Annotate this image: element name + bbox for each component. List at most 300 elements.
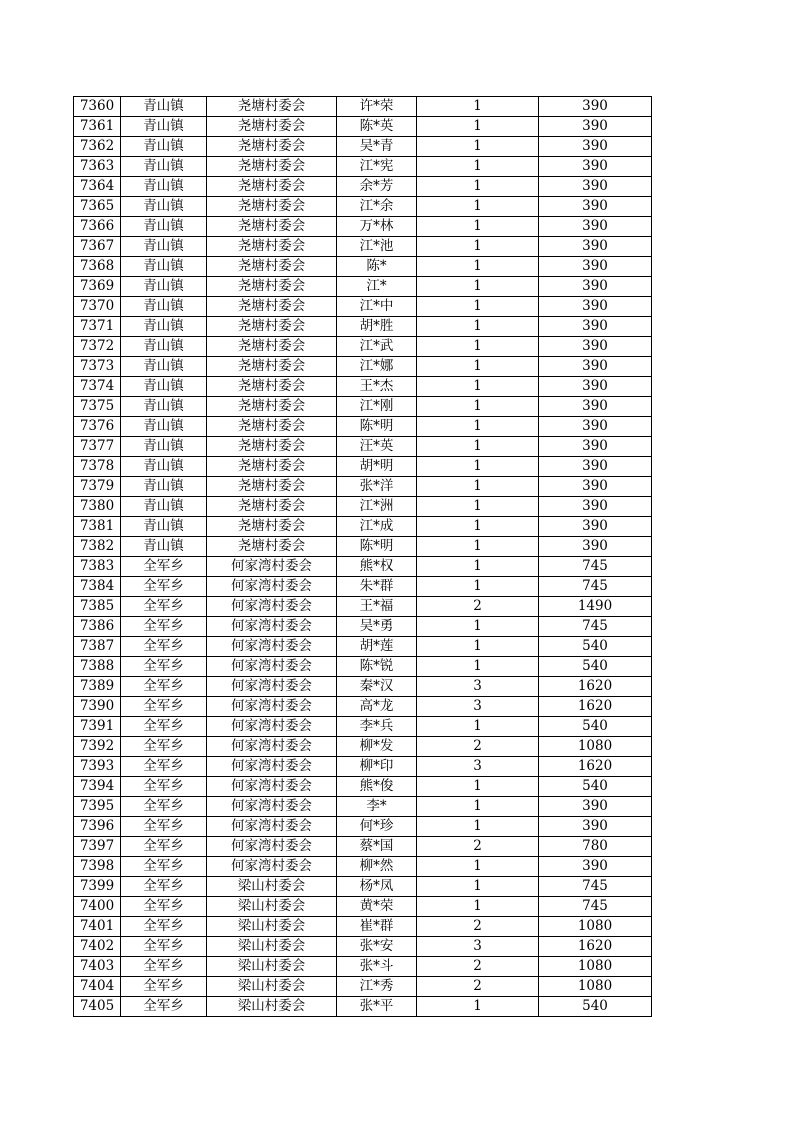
count-cell: 1 <box>417 557 539 577</box>
row-number-cell: 7380 <box>74 497 121 517</box>
name-cell: 江*洲 <box>337 497 417 517</box>
town-cell: 全军乡 <box>121 657 207 677</box>
town-cell: 青山镇 <box>121 357 207 377</box>
count-cell: 1 <box>417 277 539 297</box>
amount-cell: 745 <box>539 577 652 597</box>
town-cell: 全军乡 <box>121 677 207 697</box>
count-cell: 1 <box>417 317 539 337</box>
amount-cell: 390 <box>539 317 652 337</box>
amount-cell: 390 <box>539 277 652 297</box>
amount-cell: 390 <box>539 177 652 197</box>
name-cell: 张*洋 <box>337 477 417 497</box>
row-number-cell: 7371 <box>74 317 121 337</box>
town-cell: 全军乡 <box>121 737 207 757</box>
table-row <box>74 237 652 257</box>
amount-cell: 390 <box>539 417 652 437</box>
village-cell: 尧塘村委会 <box>207 297 337 317</box>
amount-cell: 1620 <box>539 937 652 957</box>
town-cell: 青山镇 <box>121 277 207 297</box>
row-number-cell: 7389 <box>74 677 121 697</box>
count-cell: 1 <box>417 377 539 397</box>
village-cell: 尧塘村委会 <box>207 277 337 297</box>
table-row <box>74 537 652 557</box>
town-cell: 全军乡 <box>121 957 207 977</box>
village-cell: 梁山村委会 <box>207 917 337 937</box>
amount-cell: 540 <box>539 997 652 1017</box>
count-cell: 1 <box>417 517 539 537</box>
name-cell: 崔*群 <box>337 917 417 937</box>
name-cell: 江*中 <box>337 297 417 317</box>
row-number-cell: 7362 <box>74 137 121 157</box>
amount-cell: 390 <box>539 457 652 477</box>
amount-cell: 390 <box>539 197 652 217</box>
town-cell: 全军乡 <box>121 577 207 597</box>
table-body <box>74 97 652 1017</box>
town-cell: 全军乡 <box>121 937 207 957</box>
town-cell: 全军乡 <box>121 917 207 937</box>
village-cell: 何家湾村委会 <box>207 697 337 717</box>
amount-cell: 390 <box>539 497 652 517</box>
row-number-cell: 7360 <box>74 97 121 117</box>
name-cell: 万*林 <box>337 217 417 237</box>
village-cell: 何家湾村委会 <box>207 797 337 817</box>
amount-cell: 745 <box>539 617 652 637</box>
village-cell: 梁山村委会 <box>207 977 337 997</box>
row-number-cell: 7394 <box>74 777 121 797</box>
count-cell: 1 <box>417 157 539 177</box>
table-row <box>74 677 652 697</box>
row-number-cell: 7364 <box>74 177 121 197</box>
village-cell: 何家湾村委会 <box>207 837 337 857</box>
table-row <box>74 257 652 277</box>
row-number-cell: 7376 <box>74 417 121 437</box>
count-cell: 2 <box>417 917 539 937</box>
town-cell: 青山镇 <box>121 417 207 437</box>
name-cell: 陈*明 <box>337 417 417 437</box>
amount-cell: 390 <box>539 117 652 137</box>
name-cell: 杨*凤 <box>337 877 417 897</box>
name-cell: 张*斗 <box>337 957 417 977</box>
table-row <box>74 337 652 357</box>
town-cell: 青山镇 <box>121 137 207 157</box>
table-row <box>74 697 652 717</box>
name-cell: 柳*印 <box>337 757 417 777</box>
village-cell: 何家湾村委会 <box>207 657 337 677</box>
amount-cell: 390 <box>539 357 652 377</box>
amount-cell: 390 <box>539 237 652 257</box>
village-cell: 尧塘村委会 <box>207 217 337 237</box>
name-cell: 江*武 <box>337 337 417 357</box>
row-number-cell: 7405 <box>74 997 121 1017</box>
village-cell: 尧塘村委会 <box>207 337 337 357</box>
count-cell: 1 <box>417 797 539 817</box>
amount-cell: 1490 <box>539 597 652 617</box>
row-number-cell: 7396 <box>74 817 121 837</box>
amount-cell: 1620 <box>539 677 652 697</box>
count-cell: 1 <box>417 897 539 917</box>
table-row <box>74 777 652 797</box>
village-cell: 何家湾村委会 <box>207 717 337 737</box>
table-row <box>74 417 652 437</box>
count-cell: 1 <box>417 97 539 117</box>
name-cell: 江*成 <box>337 517 417 537</box>
town-cell: 青山镇 <box>121 257 207 277</box>
amount-cell: 390 <box>539 477 652 497</box>
town-cell: 全军乡 <box>121 997 207 1017</box>
row-number-cell: 7374 <box>74 377 121 397</box>
village-cell: 何家湾村委会 <box>207 857 337 877</box>
town-cell: 全军乡 <box>121 637 207 657</box>
table-row <box>74 817 652 837</box>
town-cell: 全军乡 <box>121 897 207 917</box>
row-number-cell: 7375 <box>74 397 121 417</box>
amount-cell: 1080 <box>539 957 652 977</box>
amount-cell: 1620 <box>539 757 652 777</box>
count-cell: 1 <box>417 497 539 517</box>
count-cell: 2 <box>417 597 539 617</box>
name-cell: 汪*英 <box>337 437 417 457</box>
row-number-cell: 7372 <box>74 337 121 357</box>
name-cell: 王*杰 <box>337 377 417 397</box>
town-cell: 全军乡 <box>121 977 207 997</box>
name-cell: 黄*荣 <box>337 897 417 917</box>
row-number-cell: 7382 <box>74 537 121 557</box>
name-cell: 吴*勇 <box>337 617 417 637</box>
name-cell: 李* <box>337 797 417 817</box>
table-row <box>74 637 652 657</box>
count-cell: 1 <box>417 457 539 477</box>
name-cell: 秦*汉 <box>337 677 417 697</box>
town-cell: 全军乡 <box>121 837 207 857</box>
village-cell: 何家湾村委会 <box>207 637 337 657</box>
count-cell: 1 <box>417 357 539 377</box>
village-cell: 何家湾村委会 <box>207 597 337 617</box>
amount-cell: 390 <box>539 257 652 277</box>
town-cell: 青山镇 <box>121 377 207 397</box>
amount-cell: 390 <box>539 137 652 157</box>
village-cell: 何家湾村委会 <box>207 557 337 577</box>
count-cell: 1 <box>417 657 539 677</box>
row-number-cell: 7379 <box>74 477 121 497</box>
town-cell: 青山镇 <box>121 437 207 457</box>
name-cell: 李*兵 <box>337 717 417 737</box>
name-cell: 许*荣 <box>337 97 417 117</box>
name-cell: 柳*然 <box>337 857 417 877</box>
town-cell: 全军乡 <box>121 597 207 617</box>
count-cell: 3 <box>417 677 539 697</box>
name-cell: 江*刚 <box>337 397 417 417</box>
row-number-cell: 7401 <box>74 917 121 937</box>
name-cell: 陈* <box>337 257 417 277</box>
row-number-cell: 7390 <box>74 697 121 717</box>
row-number-cell: 7387 <box>74 637 121 657</box>
table-row <box>74 877 652 897</box>
name-cell: 王*福 <box>337 597 417 617</box>
town-cell: 全军乡 <box>121 777 207 797</box>
amount-cell: 745 <box>539 877 652 897</box>
table-row <box>74 357 652 377</box>
amount-cell: 390 <box>539 297 652 317</box>
name-cell: 江*宪 <box>337 157 417 177</box>
table-row <box>74 477 652 497</box>
table-row <box>74 657 652 677</box>
amount-cell: 390 <box>539 817 652 837</box>
count-cell: 1 <box>417 417 539 437</box>
town-cell: 青山镇 <box>121 177 207 197</box>
table-row <box>74 557 652 577</box>
count-cell: 1 <box>417 537 539 557</box>
amount-cell: 1080 <box>539 917 652 937</box>
town-cell: 全军乡 <box>121 877 207 897</box>
village-cell: 尧塘村委会 <box>207 117 337 137</box>
name-cell: 熊*俊 <box>337 777 417 797</box>
amount-cell: 780 <box>539 837 652 857</box>
row-number-cell: 7391 <box>74 717 121 737</box>
row-number-cell: 7377 <box>74 437 121 457</box>
amount-cell: 745 <box>539 897 652 917</box>
amount-cell: 390 <box>539 397 652 417</box>
row-number-cell: 7367 <box>74 237 121 257</box>
row-number-cell: 7388 <box>74 657 121 677</box>
row-number-cell: 7393 <box>74 757 121 777</box>
row-number-cell: 7392 <box>74 737 121 757</box>
row-number-cell: 7368 <box>74 257 121 277</box>
town-cell: 青山镇 <box>121 337 207 357</box>
village-cell: 尧塘村委会 <box>207 177 337 197</box>
village-cell: 尧塘村委会 <box>207 377 337 397</box>
count-cell: 1 <box>417 477 539 497</box>
village-cell: 梁山村委会 <box>207 997 337 1017</box>
village-cell: 尧塘村委会 <box>207 477 337 497</box>
amount-cell: 390 <box>539 217 652 237</box>
row-number-cell: 7398 <box>74 857 121 877</box>
town-cell: 青山镇 <box>121 397 207 417</box>
amount-cell: 540 <box>539 637 652 657</box>
amount-cell: 390 <box>539 337 652 357</box>
row-number-cell: 7404 <box>74 977 121 997</box>
village-cell: 尧塘村委会 <box>207 157 337 177</box>
name-cell: 胡*明 <box>337 457 417 477</box>
count-cell: 1 <box>417 997 539 1017</box>
table-row <box>74 277 652 297</box>
count-cell: 3 <box>417 697 539 717</box>
table-row <box>74 757 652 777</box>
village-cell: 何家湾村委会 <box>207 737 337 757</box>
count-cell: 1 <box>417 577 539 597</box>
table-row <box>74 297 652 317</box>
village-cell: 何家湾村委会 <box>207 617 337 637</box>
name-cell: 胡*胜 <box>337 317 417 337</box>
village-cell: 尧塘村委会 <box>207 197 337 217</box>
table-row <box>74 857 652 877</box>
table-row <box>74 317 652 337</box>
count-cell: 1 <box>417 817 539 837</box>
table-row <box>74 597 652 617</box>
town-cell: 青山镇 <box>121 237 207 257</box>
village-cell: 何家湾村委会 <box>207 817 337 837</box>
row-number-cell: 7361 <box>74 117 121 137</box>
village-cell: 尧塘村委会 <box>207 137 337 157</box>
count-cell: 2 <box>417 837 539 857</box>
row-number-cell: 7385 <box>74 597 121 617</box>
town-cell: 全军乡 <box>121 697 207 717</box>
village-cell: 梁山村委会 <box>207 897 337 917</box>
town-cell: 全军乡 <box>121 797 207 817</box>
count-cell: 1 <box>417 857 539 877</box>
table-row <box>74 397 652 417</box>
town-cell: 青山镇 <box>121 217 207 237</box>
table-row <box>74 157 652 177</box>
table-row <box>74 457 652 477</box>
count-cell: 1 <box>417 117 539 137</box>
table-row <box>74 577 652 597</box>
table-row <box>74 97 652 117</box>
amount-cell: 540 <box>539 717 652 737</box>
town-cell: 青山镇 <box>121 517 207 537</box>
name-cell: 蔡*国 <box>337 837 417 857</box>
village-cell: 尧塘村委会 <box>207 517 337 537</box>
village-cell: 何家湾村委会 <box>207 757 337 777</box>
village-cell: 尧塘村委会 <box>207 537 337 557</box>
village-cell: 尧塘村委会 <box>207 437 337 457</box>
table-row <box>74 377 652 397</box>
row-number-cell: 7402 <box>74 937 121 957</box>
village-cell: 尧塘村委会 <box>207 357 337 377</box>
village-cell: 梁山村委会 <box>207 957 337 977</box>
town-cell: 青山镇 <box>121 97 207 117</box>
count-cell: 1 <box>417 197 539 217</box>
row-number-cell: 7397 <box>74 837 121 857</box>
table-row <box>74 437 652 457</box>
town-cell: 青山镇 <box>121 497 207 517</box>
name-cell: 江*秀 <box>337 977 417 997</box>
amount-cell: 390 <box>539 437 652 457</box>
count-cell: 1 <box>417 257 539 277</box>
village-cell: 尧塘村委会 <box>207 457 337 477</box>
town-cell: 全军乡 <box>121 857 207 877</box>
amount-cell: 390 <box>539 517 652 537</box>
amount-cell: 390 <box>539 157 652 177</box>
amount-cell: 540 <box>539 777 652 797</box>
table-row <box>74 737 652 757</box>
town-cell: 全军乡 <box>121 817 207 837</box>
village-cell: 尧塘村委会 <box>207 397 337 417</box>
village-cell: 何家湾村委会 <box>207 677 337 697</box>
count-cell: 2 <box>417 737 539 757</box>
village-cell: 梁山村委会 <box>207 877 337 897</box>
village-cell: 何家湾村委会 <box>207 577 337 597</box>
row-number-cell: 7378 <box>74 457 121 477</box>
village-cell: 尧塘村委会 <box>207 237 337 257</box>
count-cell: 3 <box>417 757 539 777</box>
row-number-cell: 7400 <box>74 897 121 917</box>
row-number-cell: 7365 <box>74 197 121 217</box>
town-cell: 青山镇 <box>121 477 207 497</box>
count-cell: 1 <box>417 137 539 157</box>
name-cell: 陈*锐 <box>337 657 417 677</box>
name-cell: 何*珍 <box>337 817 417 837</box>
table-row <box>74 917 652 937</box>
table-row <box>74 497 652 517</box>
table-row <box>74 197 652 217</box>
town-cell: 青山镇 <box>121 297 207 317</box>
name-cell: 陈*英 <box>337 117 417 137</box>
amount-cell: 1080 <box>539 977 652 997</box>
name-cell: 吴*青 <box>337 137 417 157</box>
table-row <box>74 717 652 737</box>
data-table <box>73 96 652 1017</box>
count-cell: 1 <box>417 717 539 737</box>
row-number-cell: 7366 <box>74 217 121 237</box>
count-cell: 1 <box>417 777 539 797</box>
count-cell: 2 <box>417 957 539 977</box>
name-cell: 陈*明 <box>337 537 417 557</box>
village-cell: 尧塘村委会 <box>207 97 337 117</box>
count-cell: 1 <box>417 617 539 637</box>
count-cell: 1 <box>417 877 539 897</box>
count-cell: 1 <box>417 237 539 257</box>
row-number-cell: 7384 <box>74 577 121 597</box>
table-row <box>74 977 652 997</box>
town-cell: 全军乡 <box>121 757 207 777</box>
town-cell: 青山镇 <box>121 317 207 337</box>
table-row <box>74 117 652 137</box>
town-cell: 青山镇 <box>121 197 207 217</box>
amount-cell: 745 <box>539 557 652 577</box>
name-cell: 江*池 <box>337 237 417 257</box>
name-cell: 余*芳 <box>337 177 417 197</box>
row-number-cell: 7399 <box>74 877 121 897</box>
name-cell: 江*娜 <box>337 357 417 377</box>
name-cell: 熊*权 <box>337 557 417 577</box>
name-cell: 张*安 <box>337 937 417 957</box>
amount-cell: 1080 <box>539 737 652 757</box>
table-row <box>74 837 652 857</box>
amount-cell: 390 <box>539 797 652 817</box>
table-row <box>74 937 652 957</box>
amount-cell: 540 <box>539 657 652 677</box>
town-cell: 青山镇 <box>121 117 207 137</box>
name-cell: 江* <box>337 277 417 297</box>
name-cell: 张*平 <box>337 997 417 1017</box>
row-number-cell: 7395 <box>74 797 121 817</box>
table-row <box>74 517 652 537</box>
row-number-cell: 7369 <box>74 277 121 297</box>
name-cell: 胡*莲 <box>337 637 417 657</box>
town-cell: 全军乡 <box>121 557 207 577</box>
village-cell: 梁山村委会 <box>207 937 337 957</box>
table-row <box>74 997 652 1017</box>
table-row <box>74 797 652 817</box>
row-number-cell: 7403 <box>74 957 121 977</box>
table-row <box>74 957 652 977</box>
row-number-cell: 7383 <box>74 557 121 577</box>
row-number-cell: 7381 <box>74 517 121 537</box>
count-cell: 1 <box>417 337 539 357</box>
table-row <box>74 177 652 197</box>
row-number-cell: 7370 <box>74 297 121 317</box>
amount-cell: 1620 <box>539 697 652 717</box>
table-row <box>74 137 652 157</box>
village-cell: 尧塘村委会 <box>207 317 337 337</box>
count-cell: 1 <box>417 397 539 417</box>
count-cell: 1 <box>417 177 539 197</box>
count-cell: 1 <box>417 437 539 457</box>
count-cell: 2 <box>417 977 539 997</box>
town-cell: 青山镇 <box>121 157 207 177</box>
village-cell: 尧塘村委会 <box>207 257 337 277</box>
count-cell: 1 <box>417 637 539 657</box>
